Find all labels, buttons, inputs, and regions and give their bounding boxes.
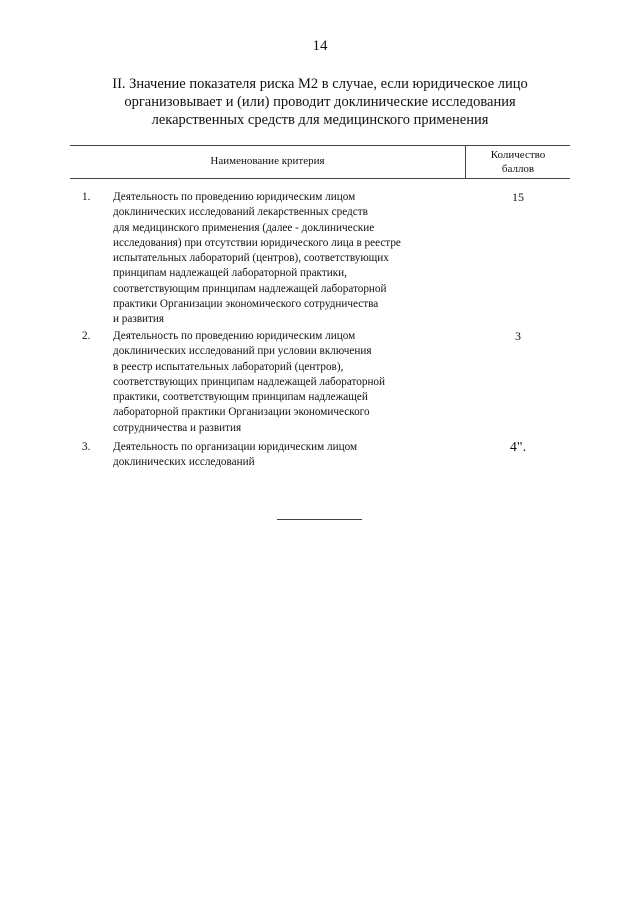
- end-of-section-rule: [277, 519, 362, 520]
- criterion-line: соответствующих принципам надлежащей лабораторной: [113, 375, 386, 388]
- criterion-line: доклинических исследований: [113, 456, 255, 469]
- criterion-line: Деятельность по проведению юридическим лицом: [113, 191, 356, 203]
- row-criterion-text: [113, 329, 458, 436]
- criterion-line: практики, соответствующим принципам надлежащей: [113, 391, 368, 404]
- section-title-line: лекарственных средств для медицинского применения: [151, 112, 489, 128]
- criterion-line: сотрудничества и развития: [113, 421, 242, 434]
- row-criterion-text: [113, 440, 458, 471]
- row-criterion-text: [113, 190, 458, 328]
- criterion-line: в реестр испытательных лабораторий (центров),: [113, 360, 344, 373]
- column-header-criteria: Наименование критерия: [210, 155, 325, 167]
- criterion-line: доклинических исследований лекарственных средств: [113, 206, 368, 219]
- page-number: 14: [312, 38, 328, 54]
- column-header-points: [466, 148, 570, 176]
- row-points: 4".: [509, 440, 527, 455]
- criterion-line: для медицинского применения (далее - доклинические: [113, 221, 375, 234]
- criterion-line: испытательных лабораторий (центров), соответствующих: [113, 252, 389, 265]
- column-header-points-line: баллов: [501, 163, 535, 175]
- row-points: 3: [515, 329, 521, 343]
- section-title-line: организовывает и (или) проводит доклинические исследования: [124, 94, 516, 110]
- criterion-line: исследования) при отсутствии юридического лица в реестре: [113, 236, 401, 249]
- section-title-line: II. Значение показателя риска М2 в случае, если юридическое лицо: [112, 76, 528, 92]
- row-number: 2.: [82, 330, 91, 342]
- criterion-line: лабораторной практики Организации экономического: [113, 406, 370, 419]
- table-header-bottom-rule: [70, 178, 570, 179]
- column-header-points-line: Количество: [490, 149, 546, 161]
- row-points: 15: [512, 190, 524, 204]
- section-title: [70, 75, 570, 129]
- criterion-line: Деятельность по проведению юридическим лицом: [113, 330, 356, 342]
- criterion-line: и развития: [113, 313, 165, 326]
- criterion-line: доклинических исследований при условии включения: [113, 345, 372, 358]
- criterion-line: принципам надлежащей лабораторной практики,: [113, 267, 347, 280]
- row-number: 1.: [82, 191, 91, 203]
- criterion-line: Деятельность по организации юридическим лицом: [113, 441, 358, 453]
- row-number: 3.: [82, 441, 91, 453]
- table-header-top-rule: [70, 145, 570, 146]
- criterion-line: соответствующим принципам надлежащей лабораторной: [113, 282, 387, 295]
- criterion-line: практики Организации экономического сотрудничества: [113, 298, 379, 311]
